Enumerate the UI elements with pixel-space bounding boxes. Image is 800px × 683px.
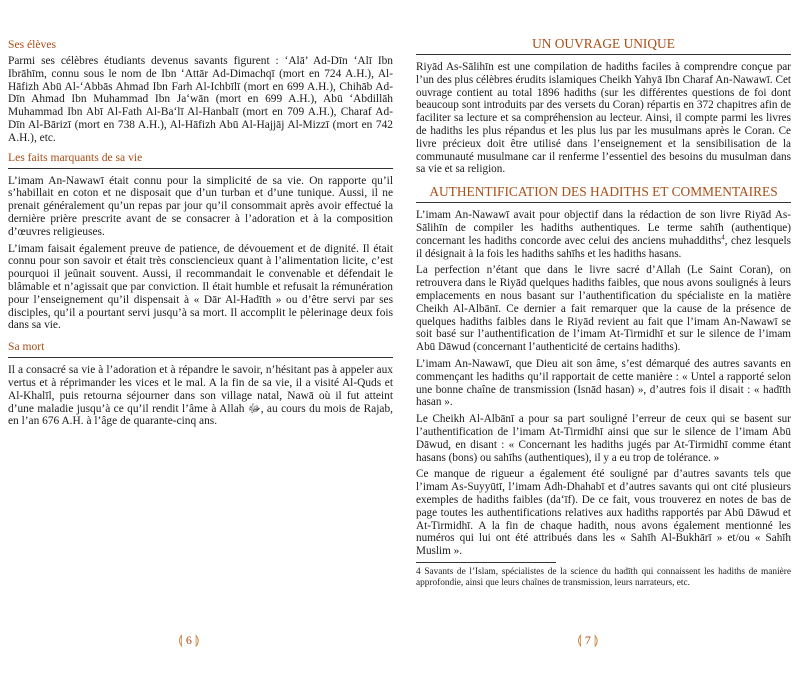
- heading-eleves: Ses élèves: [8, 38, 56, 51]
- page-bracket-close: ⟭: [194, 632, 200, 647]
- paragraph-mort: Il a consacré sa vie à l’adoration et à répandre le savoir, n’hésitant pas à appeler aux vertus et à réprimander les vices et le mal. A la fin de sa vie, il a visité Al-Quds et Al-Khalīl, puis retourna séjourner dans son village natal, Nawā où il fut atteint d’une maladie jusqu’à ce qu’il rendit l’âme à Allah ﷻ, au cours du mois de Rajab, en l’an 676 A.H. à l’âge de quarante-cinq ans.: [8, 364, 393, 428]
- paragraph-auth-3: L’imam An-Nawawī, que Dieu ait son âme, s’est démarqué des autres savants en commençant les hadiths qu’il rapportait de cette manière : « Untel a rapporté selon une bonne chaîne de transmission (Isnād hasan) », d’autres fois il disait : « hadīth hasan ».: [416, 357, 791, 409]
- paragraph-faits-2: L’imam faisait également preuve de patience, de dévouement et de dignité. Il était connu pour son savoir et était très consciencieux quant à l’alimentation licite, c’est pourquoi il jeûnait souvent. Aussi, il recommandait le convenable et défendait le blâmable et n’agissait que par conviction. Il était humble et refusait la rémunération pour l’enseignement qu’il dispensait à « Dār Al-Hadīth » ou d’être servi par ses disciples, qu’il a pourtant servi jusqu’à sa mort. Il accomplit le pèlerinage deux fois dans sa vie.: [8, 242, 393, 332]
- divider: [416, 202, 791, 203]
- heading-mort: Sa mort: [8, 340, 45, 354]
- paragraph-eleves: Parmi ses célèbres étudiants devenus savants figurent : ‘Alā’ Ad-Dīn ‘Alī Ibn Ibrāhīm, connu sous le nom de Ibn ‘Attār Ad-Dimachqī (mort en 724 A.H.), Al-Hāfizh Abū Al-‘Abbās Ahmad Ibn Farh Al-Ichbīlī (mort en 699 A.H.), Chihāb Ad-Dīn Ahmad Ibn Muhammad Ibn Ja‘wān (mort en 699 A.H.), Abū ‘Abdillāh Muhammad Ibn Abī Al-Fath Al-Ba‘lī Al-Hanbalī (mort en 709 A.H.), Charaf Ad-Dīn Al-Bārizī (mort en 738 A.H.), Al-Hāfizh Abū Al-Hajjāj Al-Mizzī (mort en 742 A.H.), etc.: [8, 55, 393, 144]
- page-number-7: 7: [584, 633, 591, 647]
- left-page: [8, 38, 393, 432]
- footnote: 4 Savants de l’Islam, spécialistes de la science du hadīth qui connaissent les hadiths de manière approfondie, ainsi que leurs chaînes de transmission, leurs narrateurs, etc.: [416, 566, 791, 588]
- right-page: [416, 36, 791, 589]
- auth-1-end: , chez lesquels il désignait à la fois les hadiths sahīhs et les hadiths hasans.: [416, 234, 791, 260]
- heading-faits: Les faits marquants de sa vie: [8, 150, 143, 164]
- title-ouvrage: UN OUVRAGE UNIQUE: [532, 36, 675, 51]
- divider: [8, 168, 393, 169]
- divider: [416, 54, 791, 55]
- auth-1-text: L’imam An-Nawawī avait pour objectif dans la rédaction de son livre Riyād As-Sālihīn de compiler les hadiths authentiques. Le terme sahīh (authentique) concernant les hadiths concorde avec celui des anciens muhaddiths: [416, 209, 791, 247]
- title-authentification: AUTHENTIFICATION DES HADITHS ET COMMENTAIRES: [429, 184, 778, 200]
- paragraph-auth-2: La perfection n’étant que dans le livre sacré d’Allah (Le Saint Coran), on retrouvera dans le Riyād quelques hadiths faibles, que nous avons soulignés à leurs emplacements en nous basant sur l’authentification du spécialiste en la matière Cheikh Al-Albānī. Ce dernier a fait remarquer que la cause de la présence de quelques hadiths faibles dans le Riyād revient au fait que l’imam An-Nawawī se soit basé sur l’authentification de l’imam At-Tirmidhī et sur le silence de l’imam Abū Dāwud (concernant l’authenticité de certains hadiths).: [416, 264, 791, 354]
- paragraph-auth-5: Ce manque de rigueur a également été souligné par d’autres savants tels que l’imam As-Suyyūtī, l’imam Adh-Dhahabī et d’autres savants qui ont cité plusieurs exemples de hadiths faibles (da‘īf). De ce fait, vous trouverez en notes de bas de page toutes les authentifications relatives aux hadiths rapportés par Abū Dāwud et At-Tirmidhī. A la fin de chaque hadith, nous avons également mentionné les numéros qui lui ont été attribués dans les « Sahīh Al-Bukhārī » et/ou « Sahīh Muslim ».: [416, 468, 791, 558]
- paragraph-auth-1: [416, 209, 791, 260]
- page-bracket-open: ⟬: [178, 632, 183, 647]
- paragraph-ouvrage: Riyād As-Sālihīn est une compilation de hadiths faciles à comprendre conçue par l’un des plus célèbres érudits islamiques Cheikh Yahyā Ibn Charaf An-Nawawī. Cet ouvrage contient au total 1896 hadiths (sur les différentes questions de foi dont beaucoup sont introduits par des versets du Coran) répartis en 372 chapitres afin de faciliter sa lecture et sa compréhension au lecteur. Ainsi, il compte parmi les livres de hadiths les plus répandus et les plus lus par les musulmans après le Coran. Ce livre précieux doit être utilisé dans l’enseignement et la sensibilisation de la communauté musulmane car il renferme l’essentiel des besoins du musulman dans sa vie et sa religion.: [416, 61, 792, 176]
- footnote-divider: [416, 562, 556, 563]
- page-number-6: 6: [185, 633, 192, 647]
- page-bracket-close: ⟭: [593, 632, 599, 647]
- page-bracket-open: ⟬: [577, 632, 582, 647]
- divider: [8, 357, 393, 358]
- paragraph-auth-4: Le Cheikh Al-Albānī a pour sa part souligné l’erreur de ceux qui se basent sur l’authentification de l’imam At-Tirmidhī ainsi que sur le silence de l’imam Abū Dāwud, en disant : « Concernant les hadiths jugés par At-Tirmidhī comme étant hasans (bons) ou sahīhs (authentiques), il y a eu trop de tolérance. »: [416, 413, 791, 464]
- page-number-right: [577, 632, 599, 648]
- page-number-left: [178, 632, 200, 648]
- footnote-ref[interactable]: 4: [721, 233, 725, 242]
- paragraph-faits-1: L’imam An-Nawawī était connu pour la simplicité de sa vie. On rapporte qu’il s’habillait en coton et ne disposait que d’un turban et d’une tunique. Aussi, il ne prenait généralement qu’un repas par jour qu’il consommait après avoir effectué la dernière prière prescrite avant de se consacrer à l’adoration et à la composition d’œuvres religieuses.: [8, 174, 393, 238]
